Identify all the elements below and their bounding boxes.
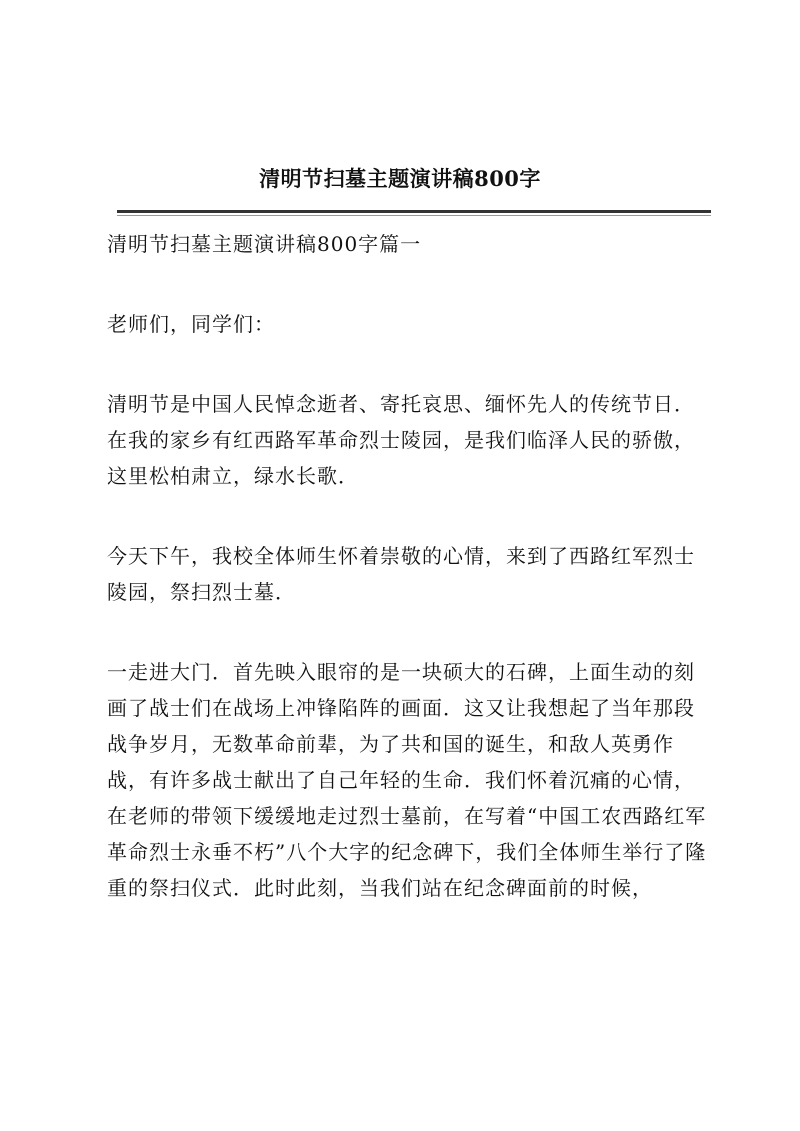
title-divider-thin	[117, 215, 711, 216]
document-body	[107, 226, 713, 906]
body-paragraph: 一走进大门．首先映入眼帘的是一块硕大的石碑，上面生动的刻画了战士们在战场上冲锋陷阵的画面．这又让我想起了当年那段战争岁月，无数革命前辈，为了共和国的诞生，和敌人英勇作战，有许多战士献出了自己年轻的生命．我们怀着沉痛的心情，在老师的带领下缓缓地走过烈士墓前，在写着“中国工农西路红军革命烈士永垂不朽”八个大字的纪念碑下，我们全体师生举行了隆重的祭扫仪式．此时此刻，当我们站在纪念碑面前的时候，	[107, 660, 707, 900]
salutation: 老师们，同学们：	[107, 312, 275, 336]
section-heading: 清明节扫墓主题演讲稿800字篇一	[107, 232, 422, 256]
title-divider	[117, 210, 711, 213]
body-paragraph: 今天下午，我校全体师生怀着崇敬的心情，来到了西路红军烈士陵园，祭扫烈士墓．	[107, 544, 695, 604]
body-paragraph: 清明节是中国人民悼念逝者、寄托哀思、缅怀先人的传统节日．在我的家乡有红西路军革命烈士陵园，是我们临泽人民的骄傲，这里松柏肃立，绿水长歌．	[107, 392, 695, 488]
document-title: 清明节扫墓主题演讲稿800字	[259, 166, 541, 191]
